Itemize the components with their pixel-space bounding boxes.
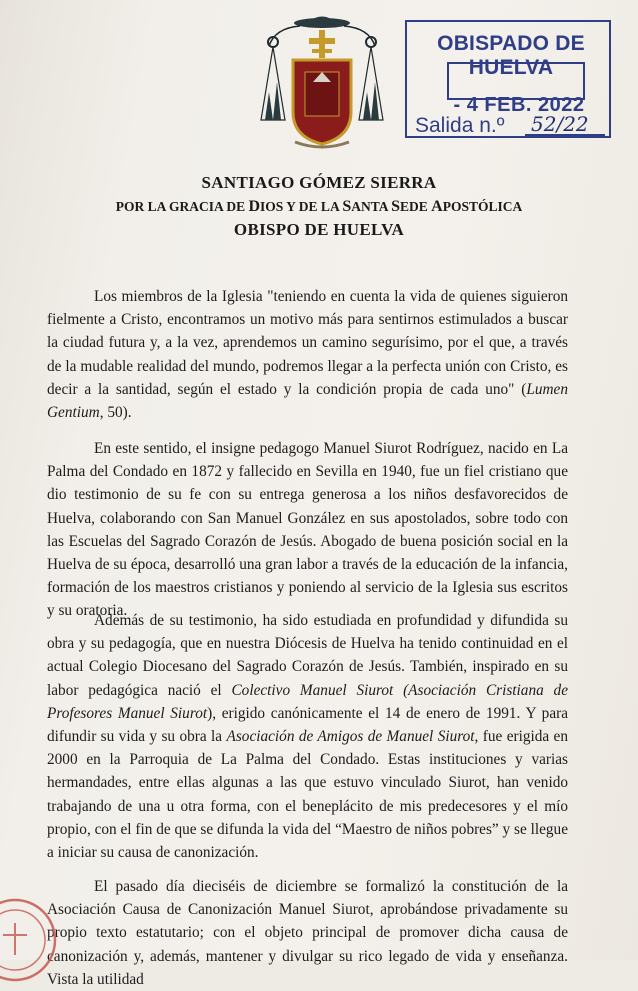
stamp-handwritten-number: 52/22 bbox=[531, 112, 589, 136]
subtitle-part: POR LA GRACIA DE bbox=[115, 199, 246, 214]
paragraph-3-italic-2: Asociación de Amigos de Manuel Siurot bbox=[226, 728, 475, 746]
subtitle-initial: S bbox=[342, 198, 352, 215]
red-seal-stamp-icon bbox=[0, 895, 60, 985]
stamp-underline bbox=[525, 134, 605, 136]
subtitle-initial: A bbox=[431, 198, 443, 215]
paragraph-3-part-b: ), erigido canónicamente el 14 de enero de 1991. Y para difundir su vida y su obra la bbox=[47, 704, 568, 746]
subtitle-part: IOS Y DE LA bbox=[260, 199, 339, 214]
paragraph-3-part-c: , fue erigida en 2000 en la Parroquia de La Palma del Condado. Estas instituciones y varias hermandades, entre ellas algunas a las que estuvo vinculado Siurot, han venido trabajando de una u otra forma, con el beneplácito de mis predecesores y el mío propio, con el fin de que se difunda la vida del “Maestro de niños pobres” y se llegue a iniciar su causa de canonización. bbox=[47, 728, 568, 862]
bishop-subtitle bbox=[0, 198, 638, 216]
registry-stamp bbox=[405, 20, 611, 138]
subtitle-initial: S bbox=[391, 198, 401, 215]
paragraph-3-italic-1: Colectivo Manuel Siurot (Asociación Cristiana de Profesores Manuel Siurot bbox=[47, 681, 568, 722]
bishop-name: SANTIAGO GÓMEZ SIERRA bbox=[201, 173, 437, 192]
subtitle-part: POSTÓLICA bbox=[442, 199, 523, 214]
paragraph-4: El pasado día dieciséis de diciembre se formalizó la constitución de la Asociación Causa de Canonización Manuel Siurot, aprobándose privadamente su propio texto estatutario; con el objeto principal de promover dicha causa de canonización y, además, mantener y divulgar su rico legado de vida y enseñanza. Vista la utilidad bbox=[47, 878, 568, 988]
paragraph-1-citation: Lumen Gentium bbox=[47, 380, 568, 422]
paragraph-3-part-a: Además de su testimonio, ha sido estudiada en profundidad y difundida su obra y su pedagogía, que en nuestra Diócesis de Huelva ha tenido continuidad en el actual Colegio Diocesano del Sagrado Corazón de Jesús. También, inspirado en su labor pedagógica nació el bbox=[47, 612, 568, 699]
subtitle-part: ANTA bbox=[351, 199, 388, 214]
paragraph-1-end: , 50). bbox=[99, 404, 132, 422]
paragraph-1-text: Los miembros de la Iglesia "teniendo en cuenta la vida de quienes siguieron fielmente a Cristo, encontramos un motivo más para sentirnos estimulados a buscar la ciudad futura y, a la vez, aprendemos un camino segurísimo, por el que, a través de la mudable realidad del mundo, podremos llegar a la perfecta unión con Cristo, es decir a la santidad, según el estado y la condición propia de cada uno" ( bbox=[47, 288, 568, 398]
bishop-title: OBISPO DE HUELVA bbox=[233, 220, 405, 239]
paragraph-1 bbox=[47, 285, 568, 424]
subtitle-initial: D bbox=[248, 198, 261, 215]
stamp-salida-label: Salida n.º bbox=[415, 114, 505, 137]
paragraph-2: En este sentido, el insigne pedagogo Manuel Siurot Rodríguez, nacido en La Palma del Condado en 1872 y fallecido en Sevilla en 1940, fue un fiel cristiano que dio testimonio de su fe con su entrega generosa a los niños desfavorecidos de Huelva, colaborando con San Manuel González en sus apostolados, sobre todo con las Escuelas del Sagrado Corazón de Jesús. Abogado de buena posición social en la Huelva de su época, desarrolló una gran labor a través de la educación de la infancia, formación de los maestros cristianos y poniendo al servicio de la Iglesia sus escritos y su oratoria. bbox=[47, 440, 568, 620]
episcopal-coat-of-arms-icon bbox=[255, 12, 390, 157]
stamp-title: OBISPADO DE HUELVA bbox=[437, 32, 585, 79]
stamp-date: - 4 FEB. 2022 bbox=[453, 94, 585, 116]
paragraph-3 bbox=[47, 609, 568, 864]
subtitle-part: EDE bbox=[400, 199, 428, 214]
